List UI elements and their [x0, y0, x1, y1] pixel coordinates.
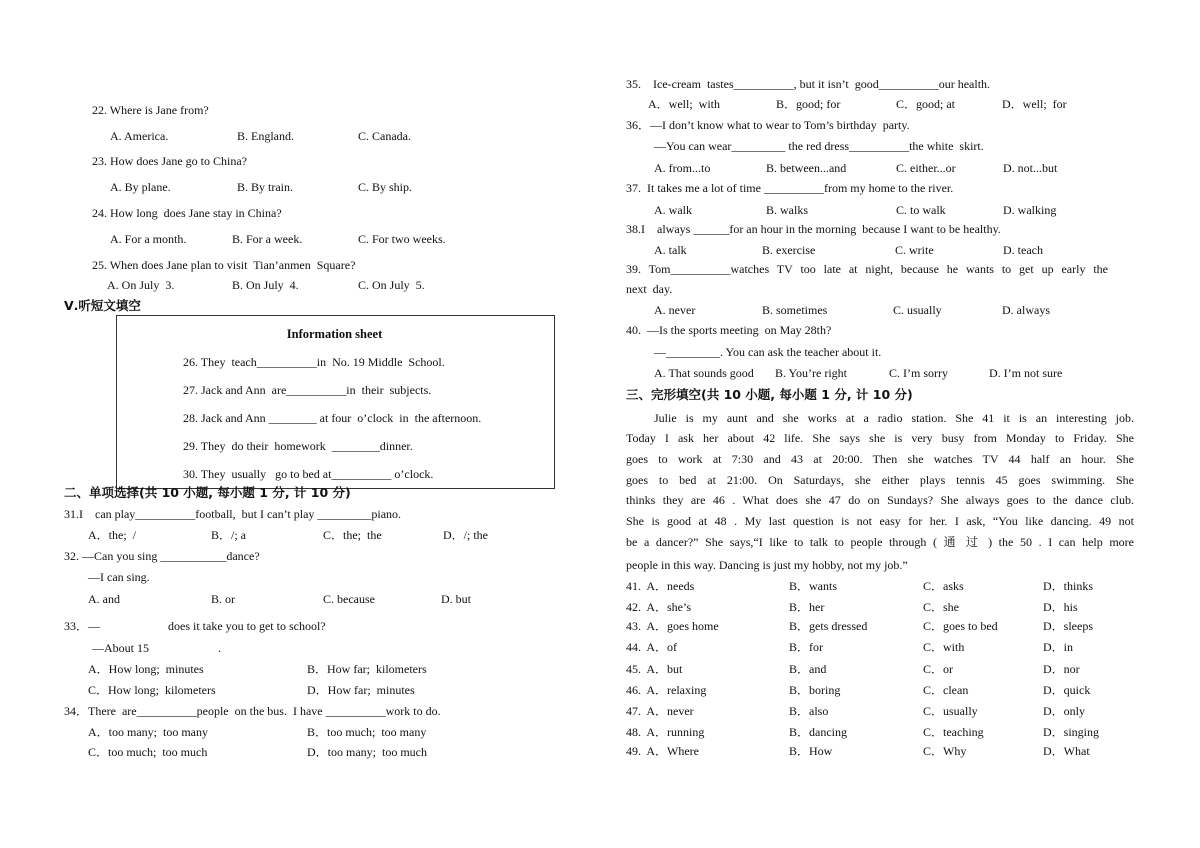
q48-d: D．singing: [1043, 725, 1100, 739]
q24: 24. How long does Jane stay in China?: [92, 206, 282, 220]
q44-a: 44. A．of: [626, 640, 678, 654]
q39-opt-b: B. sometimes: [762, 303, 828, 317]
passage-line-6: She is good at 48 . My last question is not easy for her. I ask, “You like dancing. 49 not: [626, 514, 1134, 528]
q45-d: D．nor: [1043, 662, 1080, 676]
q41-c: C．asks: [923, 579, 964, 593]
q33-opt-a: A．How long; minutes: [88, 662, 204, 676]
q41-b: B．wants: [789, 579, 838, 593]
q38-opt-d: D. teach: [1003, 243, 1043, 257]
q36: 36．—I don’t know what to wear to Tom’s birthday party.: [626, 118, 910, 132]
q35-opt-b: B．good; for: [776, 97, 841, 111]
q32-opt-c: C. because: [323, 592, 375, 606]
q45-b: B．and: [789, 662, 827, 676]
q32-answer: —I can sing.: [88, 570, 150, 584]
q40-opt-b: B. You’re right: [775, 366, 848, 380]
q27: 27. Jack and Ann are__________in their subjects.: [183, 383, 432, 397]
q22-opt-c: C. Canada.: [358, 129, 411, 143]
q24-opt-b: B. For a week.: [232, 232, 303, 246]
passage-line-2: Today I ask her about 42 life. She says she is very busy from Monday to Friday. She: [626, 431, 1134, 445]
q34-opt-b: B．too much; too many: [307, 725, 427, 739]
q31-opt-c: C．the; the: [323, 528, 382, 542]
q39-opt-d: D. always: [1002, 303, 1050, 317]
q45-a: 45. A．but: [626, 662, 683, 676]
q47-d: D．only: [1043, 704, 1086, 718]
q41-d: D．thinks: [1043, 579, 1094, 593]
q33-period: .: [218, 641, 221, 655]
q39-opt-a: A. never: [654, 303, 696, 317]
q35-opt-d: D．well; for: [1002, 97, 1067, 111]
q23-opt-b: B. By train.: [237, 180, 293, 194]
q47-b: B．also: [789, 704, 829, 718]
q32: 32. —Can you sing ___________dance?: [64, 549, 260, 563]
q40-opt-c: C. I’m sorry: [889, 366, 948, 380]
q39-opt-c: C. usually: [893, 303, 942, 317]
section-5-heading: Ⅴ.听短文填空: [64, 298, 141, 313]
passage-line-1: Julie is my aunt and she works at a radio station. She 41 it is an interesting job.: [654, 411, 1134, 425]
q32-opt-d: D. but: [441, 592, 471, 606]
q48-a: 48. A．running: [626, 725, 705, 739]
q36-opt-b: B. between...and: [766, 161, 847, 175]
passage-line-5: thinks they are 46 . What does she 47 do on Sundays? She always goes to the dance club.: [626, 493, 1134, 507]
q28: 28. Jack and Ann ________ at four o’clock in the afternoon.: [183, 411, 482, 425]
q36-opt-d: D. not...but: [1003, 161, 1058, 175]
q25-opt-a: A. On July 3.: [107, 278, 175, 292]
q46-c: C．clean: [923, 683, 969, 697]
q34: 34．There are__________people on the bus. I have __________work to do.: [64, 704, 441, 718]
q44-d: D．in: [1043, 640, 1074, 654]
q37-opt-a: A. walk: [654, 203, 692, 217]
q46-b: B．boring: [789, 683, 841, 697]
q33-opt-b: B．How far; kilometers: [307, 662, 427, 676]
q35-opt-c: C．good; at: [896, 97, 955, 111]
q48-c: C．teaching: [923, 725, 984, 739]
q43-d: D．sleeps: [1043, 619, 1093, 633]
q24-opt-c: C. For two weeks.: [358, 232, 446, 246]
q49-a: 49. A．Where: [626, 744, 699, 758]
passage-line-7: be a dancer?” She says,“I like to talk to people through ( 通 过 ) the 50 . I can help more: [626, 535, 1134, 549]
q40: 40. —Is the sports meeting on May 28th?: [626, 323, 832, 337]
q40-opt-a: A. That sounds good: [654, 366, 754, 380]
q23: 23. How does Jane go to China?: [92, 154, 247, 168]
q34-opt-a: A．too many; too many: [88, 725, 208, 739]
q46-a: 46. A．relaxing: [626, 683, 707, 697]
q22: 22. Where is Jane from?: [92, 103, 209, 117]
q38: 38.I always ______for an hour in the morning because I want to be healthy.: [626, 222, 1001, 236]
q39-line2: next day.: [626, 282, 673, 296]
q37-opt-c: C. to walk: [896, 203, 946, 217]
q33-answer: —About 15: [92, 641, 149, 655]
q37: 37. It takes me a lot of time __________from my home to the river.: [626, 181, 954, 195]
q31-opt-b: B．/; a: [211, 528, 246, 542]
q23-opt-c: C. By ship.: [358, 180, 413, 194]
section-2-heading: 二、单项选择(共 10 小题, 每小题 1 分, 计 10 分): [64, 485, 351, 500]
q40-opt-d: D. I’m not sure: [989, 366, 1063, 380]
q42-c: C．she: [923, 600, 960, 614]
q29: 29. They do their homework ________dinner.: [183, 439, 413, 453]
information-sheet-title: Information sheet: [286, 327, 383, 341]
passage-line-3: goes to work at 7:30 and 43 at 20:00. Then she watches TV 44 half an hour. She: [626, 452, 1134, 466]
q30: 30. They usually go to bed at__________ o’clock.: [183, 467, 434, 481]
q47-c: C．usually: [923, 704, 978, 718]
q22-opt-b: B. England.: [237, 129, 294, 143]
q42-d: D．his: [1043, 600, 1078, 614]
q49-c: C．Why: [923, 744, 967, 758]
q37-opt-b: B. walks: [766, 203, 808, 217]
q26: 26. They teach__________in No. 19 Middle School.: [183, 355, 445, 369]
q46-d: D．quick: [1043, 683, 1091, 697]
q33-question: does it take you to get to school?: [168, 619, 326, 633]
q43-c: C．goes to bed: [923, 619, 998, 633]
q33-opt-d: D．How far; minutes: [307, 683, 415, 697]
q49-d: D．What: [1043, 744, 1090, 758]
q24-opt-a: A. For a month.: [110, 232, 187, 246]
q25-opt-b: B. On July 4.: [232, 278, 299, 292]
q47-a: 47. A．never: [626, 704, 694, 718]
section-3-heading: 三、完形填空(共 10 小题, 每小题 1 分, 计 10 分): [626, 387, 913, 402]
q35: 35. Ice-cream tastes__________, but it isn’t good__________our health.: [626, 77, 991, 91]
q49-b: B．How: [789, 744, 833, 758]
q23-opt-a: A. By plane.: [110, 180, 171, 194]
q31-opt-a: A．the; /: [88, 528, 136, 542]
q44-c: C．with: [923, 640, 965, 654]
q36-answer: —You can wear_________ the red dress__________the white skirt.: [654, 139, 984, 153]
q31-opt-d: D．/; the: [443, 528, 488, 542]
q42-a: 42. A．she’s: [626, 600, 692, 614]
q33-dash: 33．—: [64, 619, 101, 633]
q34-opt-d: D．too many; too much: [307, 745, 427, 759]
q32-opt-a: A. and: [88, 592, 120, 606]
passage-line-4: goes to bed at 21:00. On Saturdays, she either plays tennis 45 goes swimming. She: [626, 473, 1134, 487]
q42-b: B．her: [789, 600, 825, 614]
q36-opt-a: A. from...to: [654, 161, 711, 175]
q25-opt-c: C. On July 5.: [358, 278, 425, 292]
q43-b: B．gets dressed: [789, 619, 868, 633]
passage-line-8: people in this way. Dancing is just my hobby, not my job.”: [626, 558, 908, 572]
q38-opt-c: C. write: [895, 243, 934, 257]
q34-opt-c: C．too much; too much: [88, 745, 208, 759]
q41-a: 41. A．needs: [626, 579, 695, 593]
q33-opt-c: C．How long; kilometers: [88, 683, 216, 697]
q25: 25. When does Jane plan to visit Tian’anmen Square?: [92, 258, 356, 272]
q48-b: B．dancing: [789, 725, 847, 739]
q36-opt-c: C. either...or: [896, 161, 956, 175]
q44-b: B．for: [789, 640, 823, 654]
q35-opt-a: A．well; with: [648, 97, 720, 111]
q38-opt-b: B. exercise: [762, 243, 816, 257]
q45-c: C．or: [923, 662, 954, 676]
q39-line1: 39. Tom__________watches TV too late at night, because he wants to get up early the: [626, 262, 1108, 276]
q31: 31.I can play__________football, but I can’t play _________piano.: [64, 507, 402, 521]
q38-opt-a: A. talk: [654, 243, 687, 257]
q43-a: 43. A．goes home: [626, 619, 719, 633]
q40-answer: —_________. You can ask the teacher about it.: [654, 345, 882, 359]
q32-opt-b: B. or: [211, 592, 235, 606]
q22-opt-a: A. America.: [110, 129, 169, 143]
q37-opt-d: D. walking: [1003, 203, 1057, 217]
